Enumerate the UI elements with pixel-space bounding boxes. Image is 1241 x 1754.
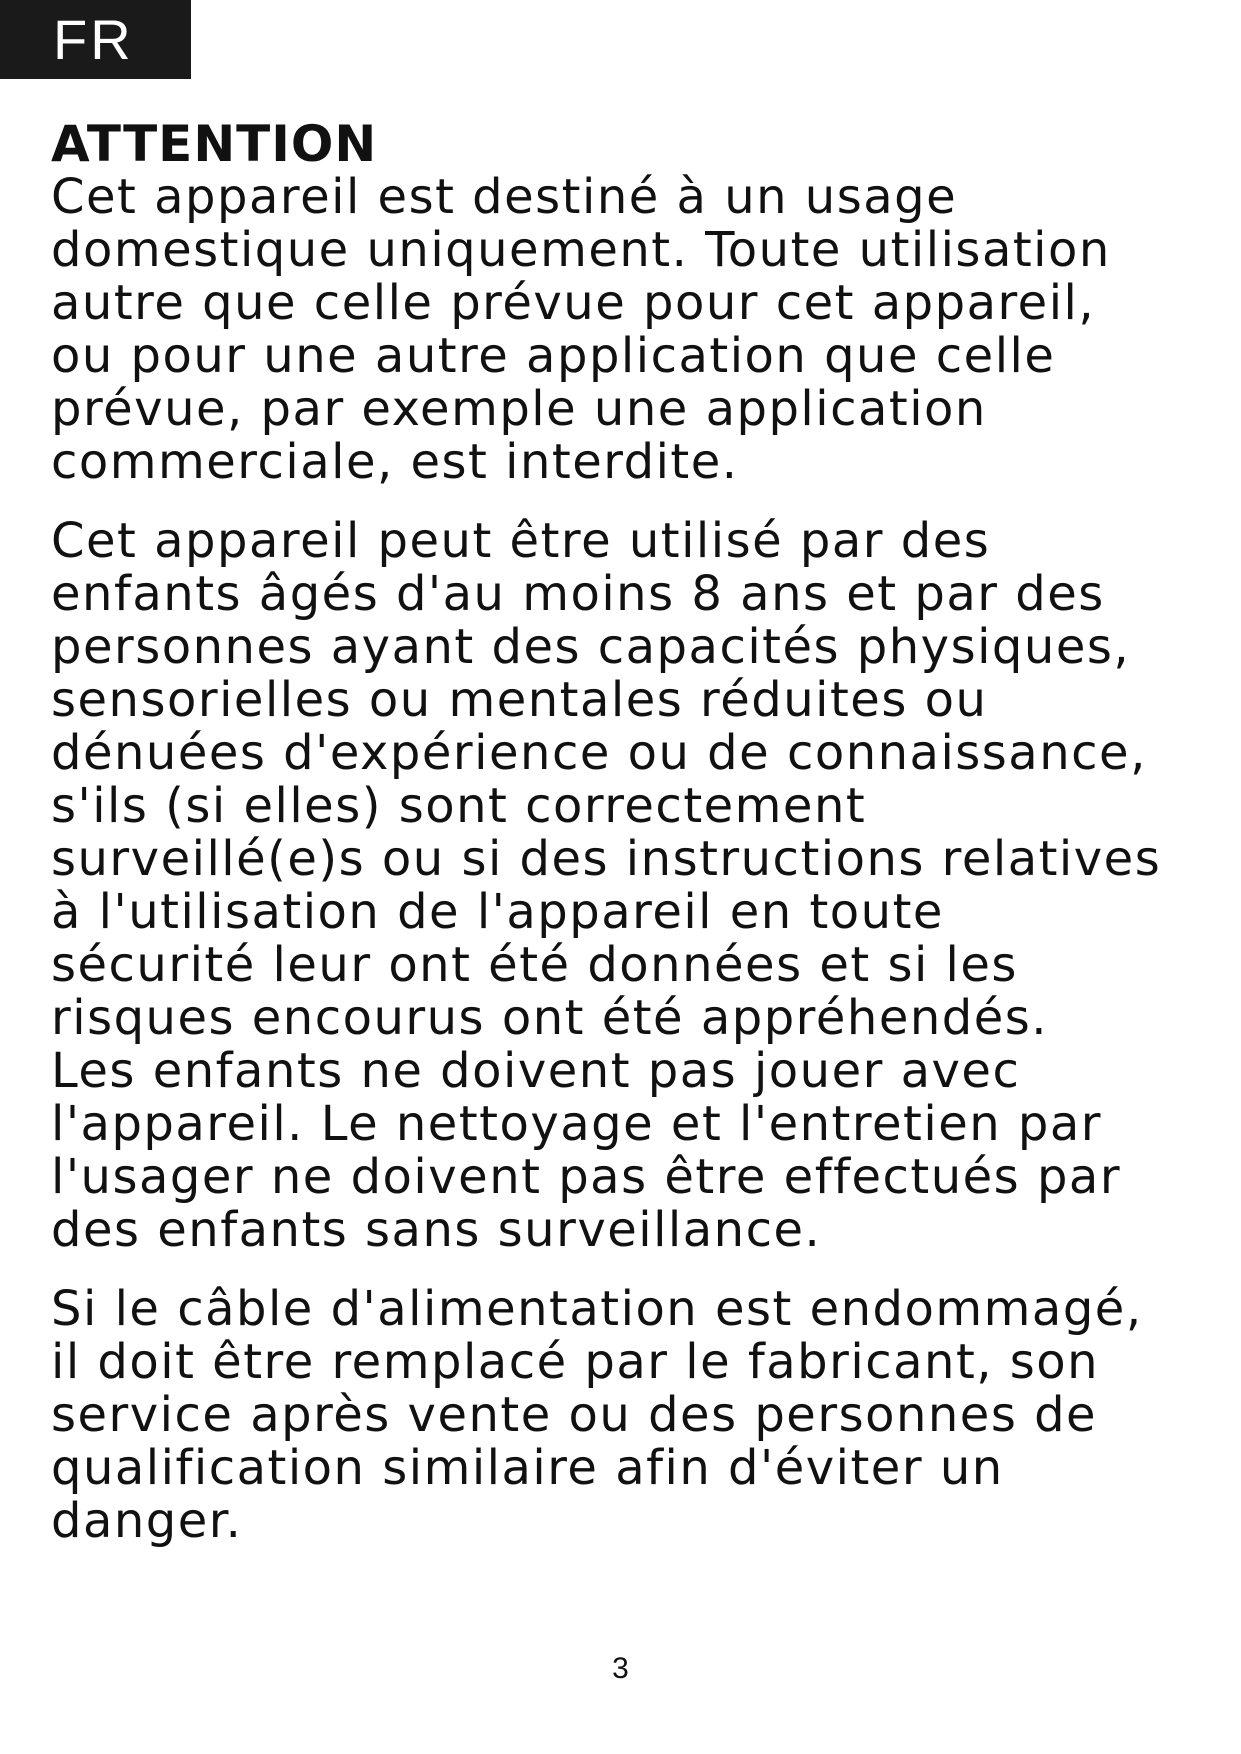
text-line: service après vente ou des personnes de: [51, 1387, 1098, 1443]
text-line: Si le câble d'alimentation est endommagé,: [51, 1281, 1143, 1337]
text-line: domestique uniquement. Toute utilisation: [51, 222, 1111, 278]
page-number: 3: [612, 1652, 629, 1685]
text-line: prévue, par exemple une application: [51, 381, 987, 437]
paragraph-domestic-use: [51, 171, 1231, 489]
text-line: sensorielles ou mentales réduites ou: [51, 672, 988, 728]
text-line: dénuées d'expérience ou de connaissance,: [51, 725, 1147, 781]
paragraph-children-safety: [51, 515, 1231, 1257]
text-line: Cet appareil peut être utilisé par des: [51, 513, 991, 569]
text-line: l'appareil. Le nettoyage et l'entretien par: [51, 1096, 1103, 1152]
text-line: il doit être remplacé par le fabricant, son: [51, 1334, 1100, 1390]
text-line: commerciale, est interdite.: [51, 434, 739, 490]
text-line: Cet appareil est destiné à un usage: [51, 169, 958, 225]
text-line: risques encourus ont été appréhendés.: [51, 990, 1049, 1046]
language-tab: FR: [0, 0, 191, 79]
text-line: enfants âgés d'au moins 8 ans et par des: [51, 566, 1105, 622]
text-line: des enfants sans surveillance.: [51, 1202, 822, 1258]
text-line: ou pour une autre application que celle: [51, 328, 1056, 384]
document-body: [51, 115, 1231, 1549]
text-line: Les enfants ne doivent pas jouer avec: [51, 1043, 1021, 1099]
section-heading: ATTENTION: [51, 115, 378, 173]
text-line: danger.: [51, 1493, 243, 1549]
text-line: personnes ayant des capacités physiques,: [51, 619, 1131, 675]
text-line: s'ils (si elles) sont correctement: [51, 778, 867, 834]
paragraph-power-cable: [51, 1283, 1231, 1548]
text-line: autre que celle prévue pour cet appareil,: [51, 275, 1096, 331]
text-line: sécurité leur ont été données et si les: [51, 937, 1018, 993]
text-line: à l'utilisation de l'appareil en toute: [51, 884, 944, 940]
text-line: qualification similaire afin d'éviter un: [51, 1440, 1004, 1496]
text-line: surveillé(e)s ou si des instructions relatives: [51, 831, 1162, 887]
text-line: l'usager ne doivent pas être effectués par: [51, 1149, 1122, 1205]
